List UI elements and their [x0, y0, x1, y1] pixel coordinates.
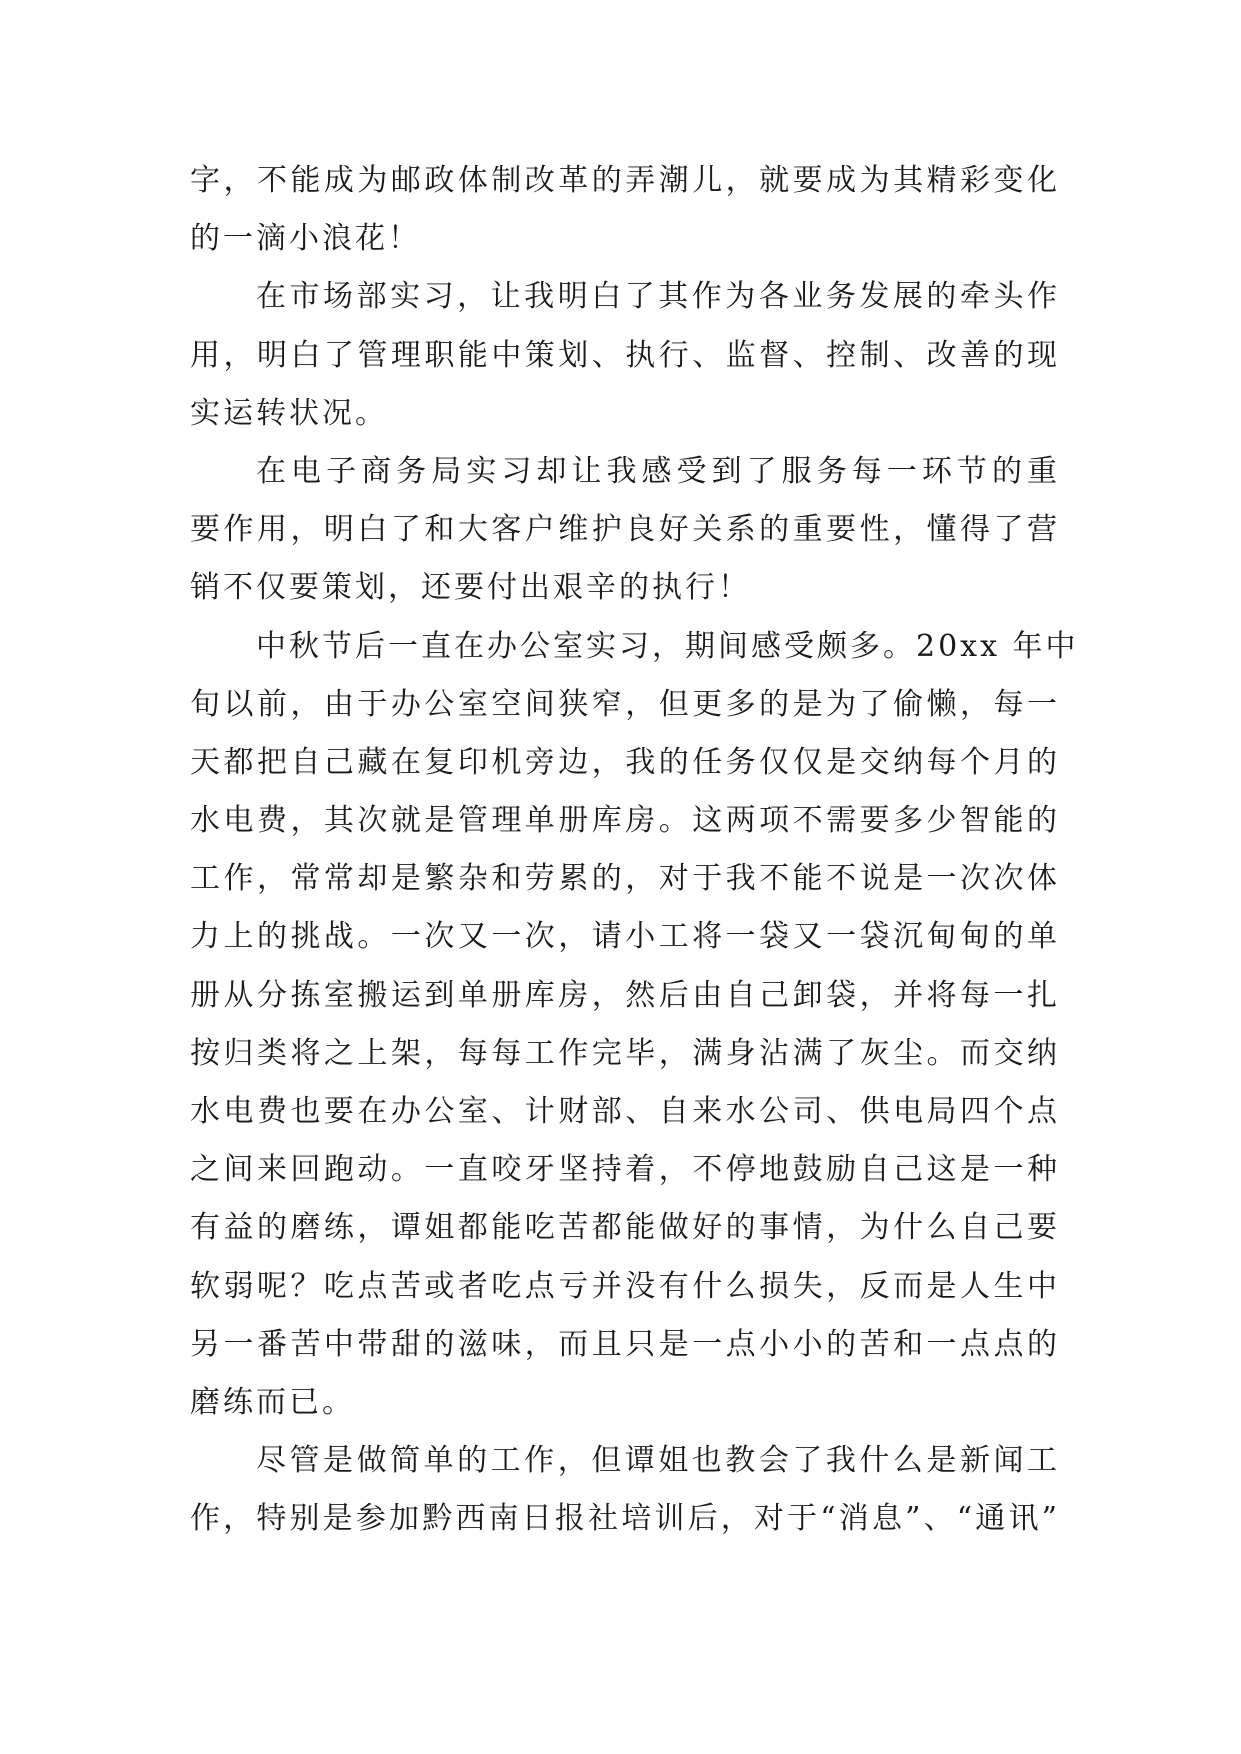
text-line: 有益的磨练，谭姐都能吃苦都能做好的事情，为什么自己要 — [190, 1210, 1060, 1246]
paragraph-first-line: 在电子商务局实习却让我感受到了服务每一环节的重 — [256, 453, 1060, 489]
paragraph-first-line: 尽管是做简单的工作，但谭姐也教会了我什么是新闻工 — [256, 1443, 1060, 1479]
text-line: 之间来回跑动。一直咬牙坚持着，不停地鼓励自己这是一种 — [190, 1152, 1060, 1188]
text-line: 水电费也要在办公室、计财部、自来水公司、供电局四个点 — [190, 1094, 1060, 1129]
text-line: 天都把自己藏在复印机旁边，我的任务仅仅是交纳每个月的 — [190, 744, 1060, 780]
text-line: 作，特别是参加黔西南日报社培训后，对于“消息”、“通讯” — [190, 1501, 1060, 1537]
text-line: 磨练而已。 — [190, 1384, 355, 1420]
text-line: 字，不能成为邮政体制改革的弄潮儿，就要成为其精彩变化 — [190, 163, 1060, 198]
text-line: 水电费，其次就是管理单册库房。这两项不需要多少智能的 — [190, 803, 1060, 839]
text-line: 用，明白了管理职能中策划、执行、监督、控制、改善的现 — [190, 337, 1060, 373]
paragraph-first-line: 在市场部实习，让我明白了其作为各业务发展的牵头作 — [256, 279, 1060, 315]
text-line: 工作，常常却是繁杂和劳累的，对于我不能不说是一次次体 — [190, 861, 1060, 897]
body-text — [190, 152, 1079, 1549]
paragraph-first-line: 中秋节后一直在办公室实习，期间感受颇多。20xx 年中 — [256, 628, 1079, 664]
text-line: 软弱呢？吃点苦或者吃点亏并没有什么损失，反而是人生中 — [190, 1268, 1060, 1304]
text-line: 册从分拣室搬运到单册库房，然后由自己卸袋，并将每一扎 — [190, 977, 1060, 1013]
text-line: 要作用，明白了和大客户维护良好关系的重要性，懂得了营 — [190, 512, 1060, 548]
text-line: 的一滴小浪花！ — [190, 221, 421, 257]
text-line: 按归类将之上架，每每工作完毕，满身沾满了灰尘。而交纳 — [190, 1035, 1060, 1071]
text-line: 实运转状况。 — [190, 395, 388, 431]
text-line: 销不仅要策划，还要付出艰辛的执行！ — [190, 570, 751, 606]
text-line: 旬以前，由于办公室空间狭窄，但更多的是为了偷懒，每一 — [190, 686, 1060, 722]
text-line: 力上的挑战。一次又一次，请小工将一袋又一袋沉甸甸的单 — [190, 919, 1060, 955]
text-line: 另一番苦中带甜的滋味，而且只是一点小小的苦和一点点的 — [190, 1326, 1060, 1362]
